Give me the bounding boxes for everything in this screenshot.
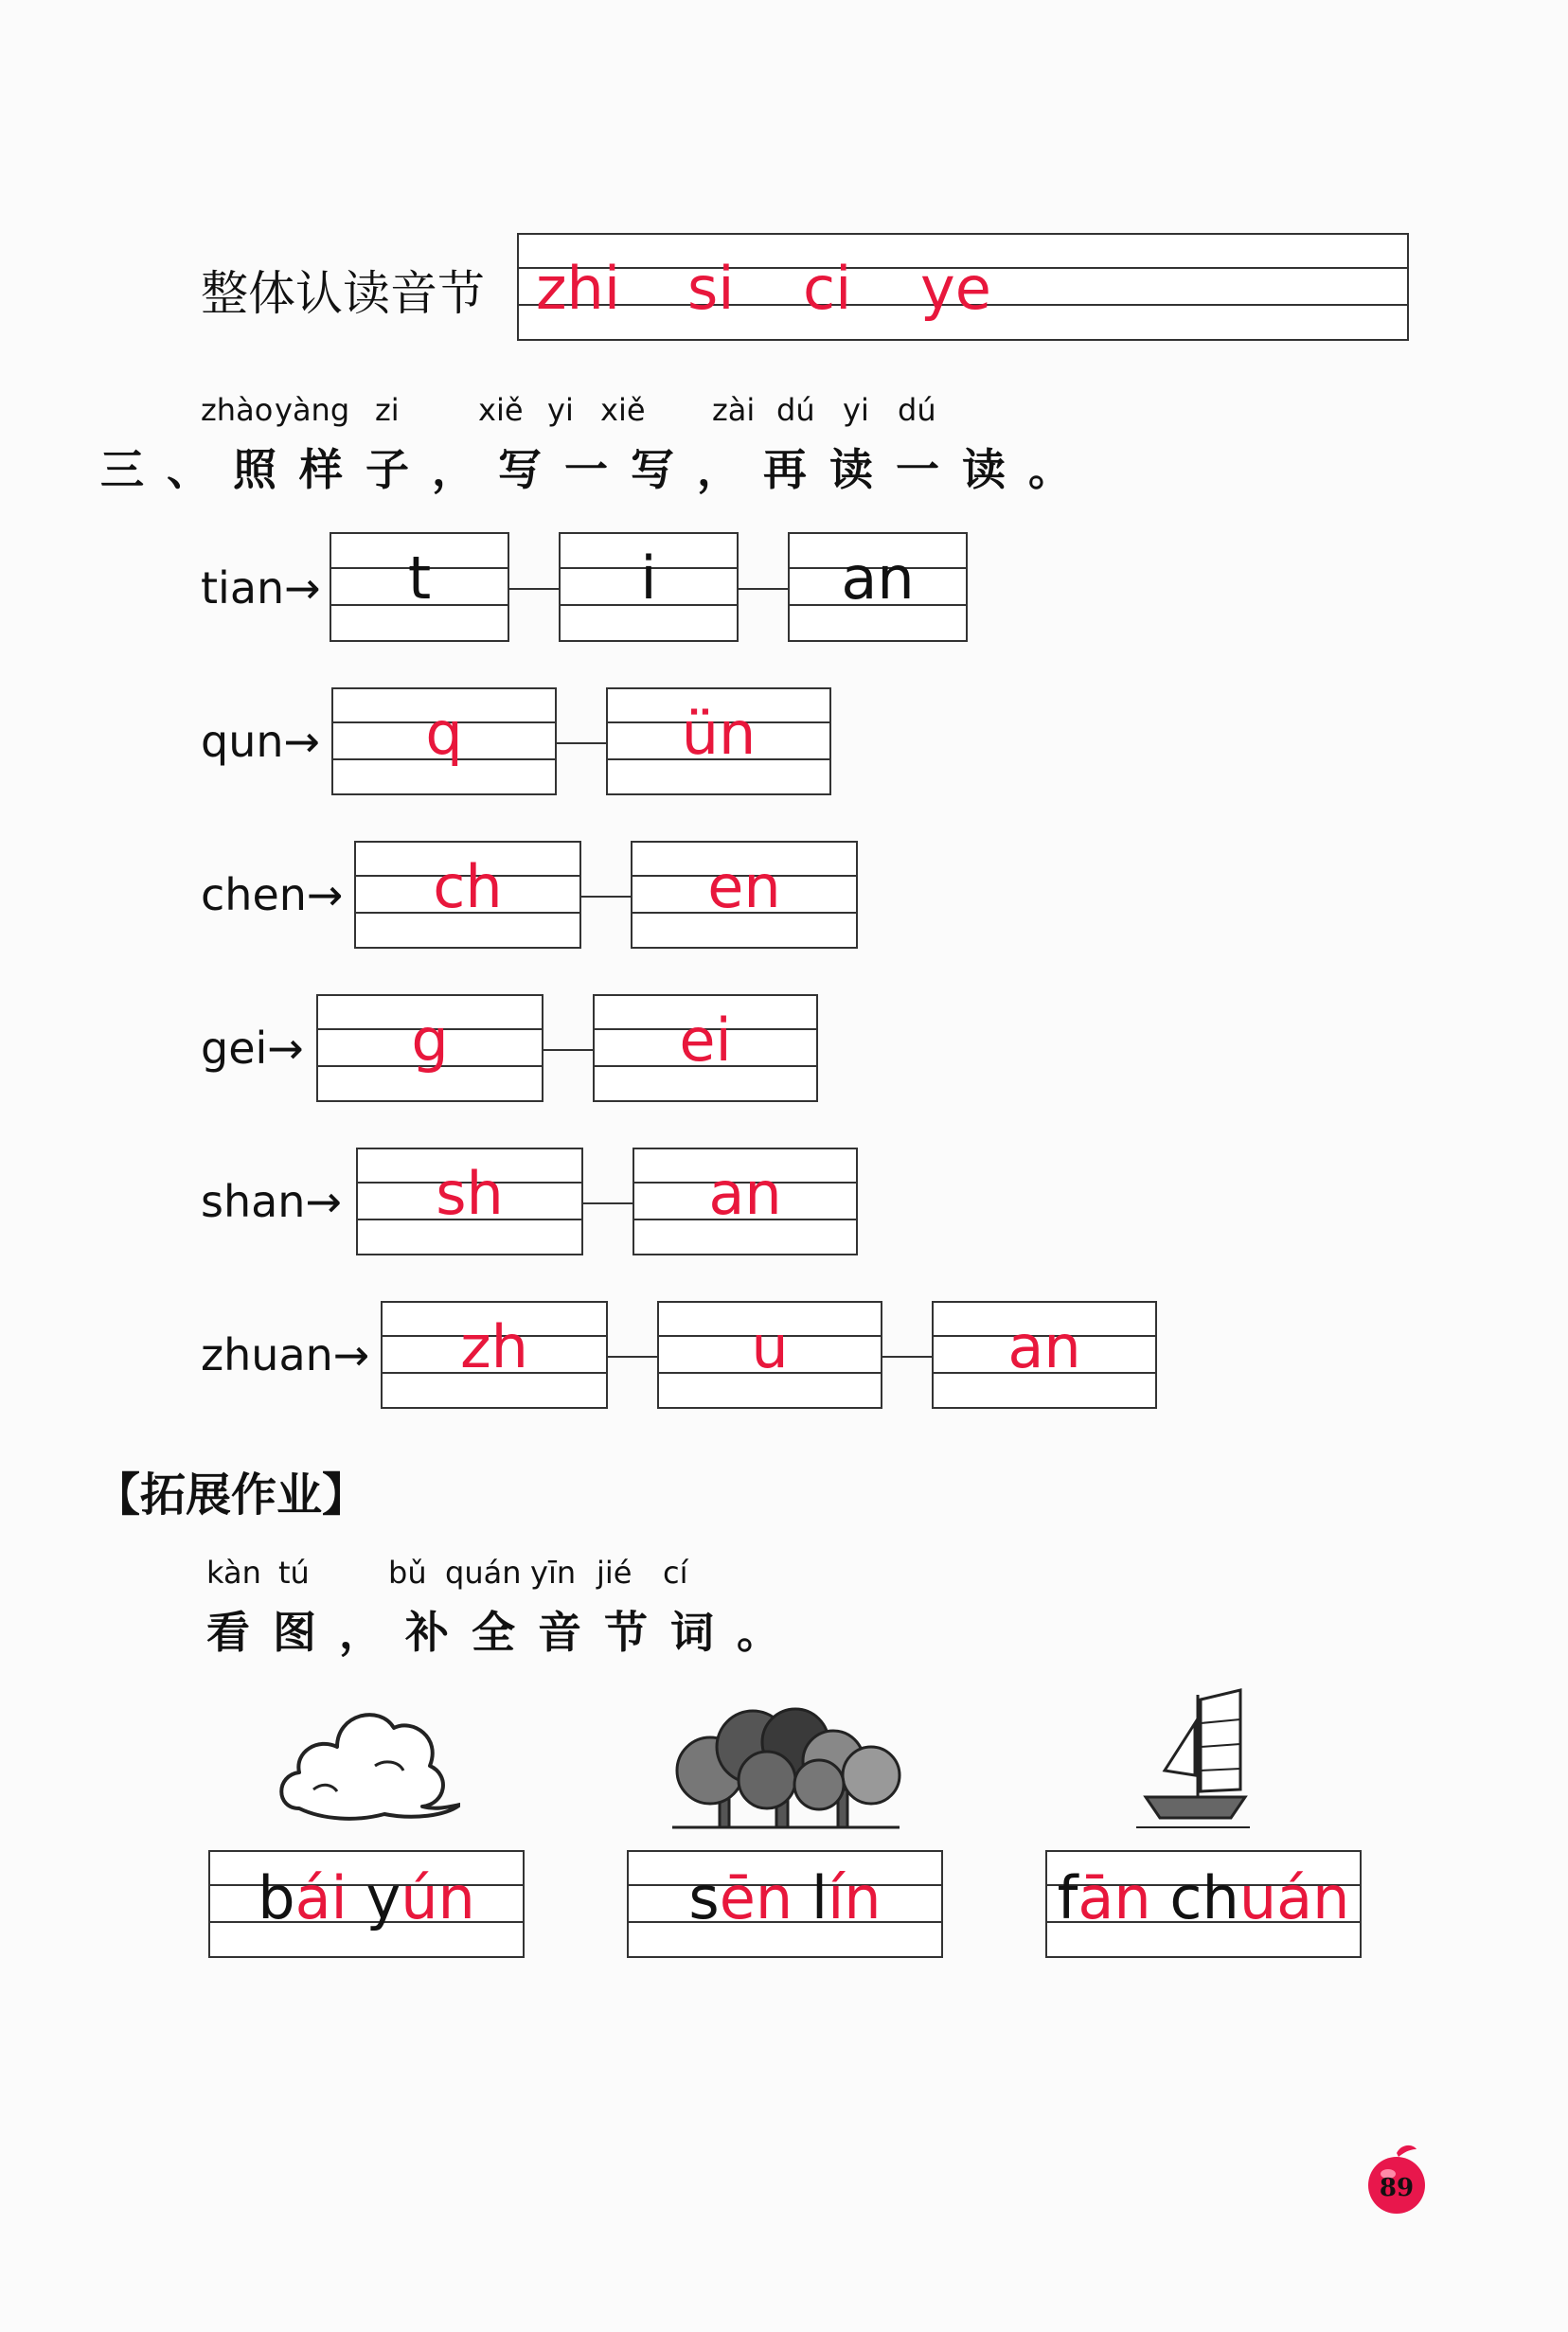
row-word-gei: gei→ (201, 1023, 304, 1074)
part-text: zh (460, 1312, 528, 1381)
cloud-icon (271, 1695, 460, 1837)
row-word-tian: tian→ (201, 562, 321, 614)
pinyin: yīn (530, 1555, 577, 1591)
pinyin: quán (445, 1555, 522, 1591)
word-text: bái yún (258, 1863, 475, 1932)
page-number: 89 (1379, 2174, 1415, 2202)
pinyin: zi (375, 392, 400, 428)
answer-ci: ci (803, 254, 852, 323)
part-text: ch (433, 852, 503, 921)
part-text: sh (436, 1159, 504, 1228)
pinyin: zhào (201, 392, 274, 428)
part-box[interactable] (932, 1301, 1157, 1409)
part-box[interactable] (593, 994, 818, 1102)
answer-ye: ye (920, 254, 991, 323)
word-text: sēn lín (688, 1863, 882, 1932)
part-box[interactable] (316, 994, 543, 1102)
part-box[interactable] (657, 1301, 882, 1409)
part-text: q (425, 699, 463, 768)
part-text: en (707, 852, 781, 921)
word-text: fān chuán (1057, 1863, 1350, 1932)
pinyin: yi (547, 392, 574, 428)
part-box[interactable] (559, 532, 739, 642)
pinyin: cí (663, 1555, 688, 1591)
part-box[interactable] (330, 532, 509, 642)
word-box-forest[interactable] (627, 1850, 943, 1958)
part-box[interactable] (356, 1148, 583, 1255)
part-box[interactable] (633, 1148, 858, 1255)
part-box[interactable] (606, 687, 831, 795)
page-number-badge (1363, 2142, 1430, 2217)
part-box[interactable] (631, 841, 858, 949)
pinyin: yàng (275, 392, 350, 428)
part-text: g (411, 1006, 449, 1075)
pinyin: kàn (206, 1555, 261, 1591)
extension-title: 【拓展作业】 (95, 1469, 368, 1522)
section3-heading: 三、照样子，写一写，再读一读。 (100, 444, 1095, 495)
part-text: an (841, 543, 915, 613)
row-word-zhuan: zhuan→ (201, 1329, 370, 1380)
pinyin: xiě (600, 392, 646, 428)
part-text: i (640, 543, 657, 613)
part-text: an (1007, 1312, 1081, 1381)
part-text: u (751, 1312, 789, 1381)
extension-heading: 看图，补全音节词。 (206, 1607, 803, 1658)
sailboat-icon (1136, 1685, 1250, 1837)
part-box[interactable] (381, 1301, 608, 1409)
part-box[interactable] (331, 687, 557, 795)
pinyin: bǔ (388, 1555, 427, 1591)
row-word-chen: chen→ (201, 869, 344, 920)
pinyin: jié (597, 1555, 633, 1591)
pinyin: dú (776, 392, 815, 428)
part-text: t (407, 543, 432, 613)
pinyin: yi (843, 392, 869, 428)
row-word-qun: qun→ (201, 716, 321, 767)
pinyin: zài (712, 392, 756, 428)
part-text: ün (681, 699, 757, 768)
row-word-shan: shan→ (201, 1176, 343, 1227)
word-box-cloud[interactable] (208, 1850, 525, 1958)
part-text: an (708, 1159, 782, 1228)
part-box[interactable] (788, 532, 968, 642)
word-box-boat[interactable] (1045, 1850, 1362, 1958)
pinyin: xiě (478, 392, 524, 428)
part-box[interactable] (354, 841, 581, 949)
answer-zhi: zhi (536, 254, 621, 323)
syllable-answer-box[interactable] (517, 233, 1409, 341)
part-text: ei (679, 1006, 732, 1075)
answer-si: si (687, 254, 735, 323)
pinyin: tú (278, 1555, 310, 1591)
syllable-label: 整体认读音节 (201, 266, 485, 321)
forest-icon (663, 1695, 909, 1837)
pinyin: dú (898, 392, 936, 428)
